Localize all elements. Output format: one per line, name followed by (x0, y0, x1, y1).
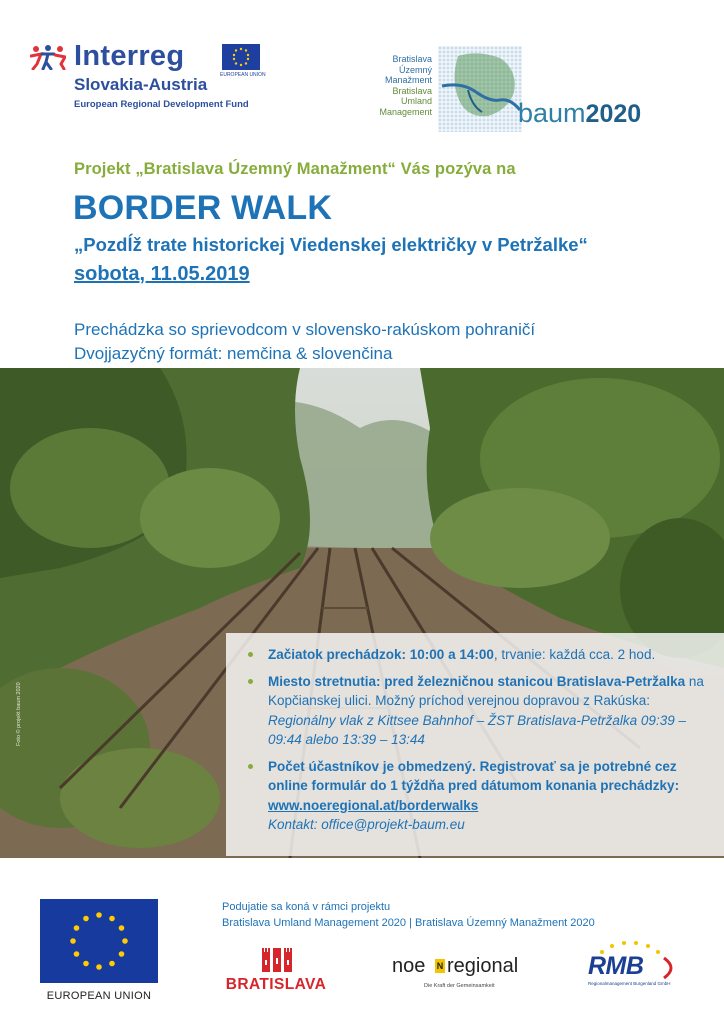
noe-n-badge: N (436, 961, 444, 971)
noe-regional-logo (392, 955, 532, 995)
info-start-rest: , trvanie: každá cca. 2 hod. (493, 647, 656, 662)
info-start-label: Začiatok prechádzok: 10:00 a 14:00 (268, 647, 494, 662)
interreg-region: Slovakia-Austria (74, 75, 208, 94)
registration-link[interactable]: www.noeregional.at/borderwalks (268, 797, 479, 813)
event-title: BORDER WALK (73, 189, 333, 227)
baum-word (518, 98, 641, 129)
baum-word-year: 2020 (585, 100, 642, 128)
description-line-2: Dvojjazyčný formát: nemčina & slovenčina (74, 344, 393, 363)
info-limit-label: Počet účastníkov je obmedzený. Registrovať sa je potrebné cez online formulár do 1 týždňa pred dátumom konania prechádzky: (268, 758, 680, 793)
support-line-1: Podujatie sa koná v rámci projektu (222, 901, 391, 913)
interreg-people-icon (30, 44, 66, 70)
support-text (222, 899, 595, 931)
photo-credit: Foto © projekt baum 2020 (16, 682, 22, 746)
event-subtitle: „Pozdĺž trate historickej Viedenskej električky v Petržalke“ (74, 234, 588, 255)
baum-map-icon (438, 46, 522, 132)
bratislava-emblem-icon (262, 946, 292, 972)
rmb-tagline: Regionalmanagement Burgenland GmbH (588, 981, 671, 986)
eu-mini-caption: EUROPEAN UNION (220, 72, 266, 78)
noe-word: noe (392, 955, 426, 977)
baum-name-de-3: Management (379, 106, 432, 117)
rmb-letters: RMB (588, 952, 644, 980)
eu-caption: EUROPEAN UNION (46, 990, 152, 1002)
baum-word-main: baum (518, 98, 586, 128)
baum-name-sk-3: Manažment (384, 75, 432, 85)
baum-name-de-1: Bratislava (392, 85, 432, 96)
description-line-1: Prechádzka so sprievodcom v slovensko-rakúskom pohraničí (74, 320, 536, 339)
interreg-brand: Interreg (74, 40, 185, 72)
baum-name-sk-1: Bratislava (392, 54, 432, 64)
bratislava-word: BRATISLAVA (225, 976, 327, 993)
rmb-logo (582, 940, 682, 996)
eu-mini-flag-icon (222, 44, 260, 70)
baum-names (372, 54, 432, 117)
baum-name-de-2: Umland (400, 96, 432, 106)
info-meeting-rest: na Kopčianskej ulici. Možný príchod verejnou dopravou z Rakúska: (268, 673, 704, 708)
noe-tagline: Die Kraft der Gemeinsamkeit (424, 983, 495, 989)
info-registration (248, 757, 710, 835)
support-line-2: Bratislava Umland Management 2020 | Bratislava Územný Manažment 2020 (222, 917, 595, 929)
info-contact: Kontakt: office@projekt-baum.eu (268, 817, 465, 832)
eu-flag-icon (40, 899, 158, 983)
event-date: sobota, 11.05.2019 (74, 263, 250, 285)
event-description (74, 318, 535, 366)
baum-logo (372, 46, 702, 136)
info-list (248, 645, 710, 835)
bratislava-logo (222, 946, 330, 994)
event-info-box (226, 633, 724, 856)
info-meeting (248, 672, 710, 750)
info-meeting-label: Miesto stretnutia: pred železničnou stanicou Bratislava-Petržalka (268, 673, 686, 689)
baum-name-sk-2: Územný (398, 64, 432, 75)
interreg-fund: European Regional Development Fund (74, 99, 249, 110)
info-meeting-train: Regionálny vlak z Kittsee Bahnhof – ŽST Bratislava-Petržalka 09:39 – 09:44 alebo 13:39 – 13:44 (268, 712, 686, 747)
info-start (248, 645, 710, 665)
regional-word: regional (447, 955, 519, 977)
invitation-intro: Projekt „Bratislava Územný Manažment“ Vás pozýva na (74, 160, 516, 178)
interreg-logo (30, 40, 270, 120)
